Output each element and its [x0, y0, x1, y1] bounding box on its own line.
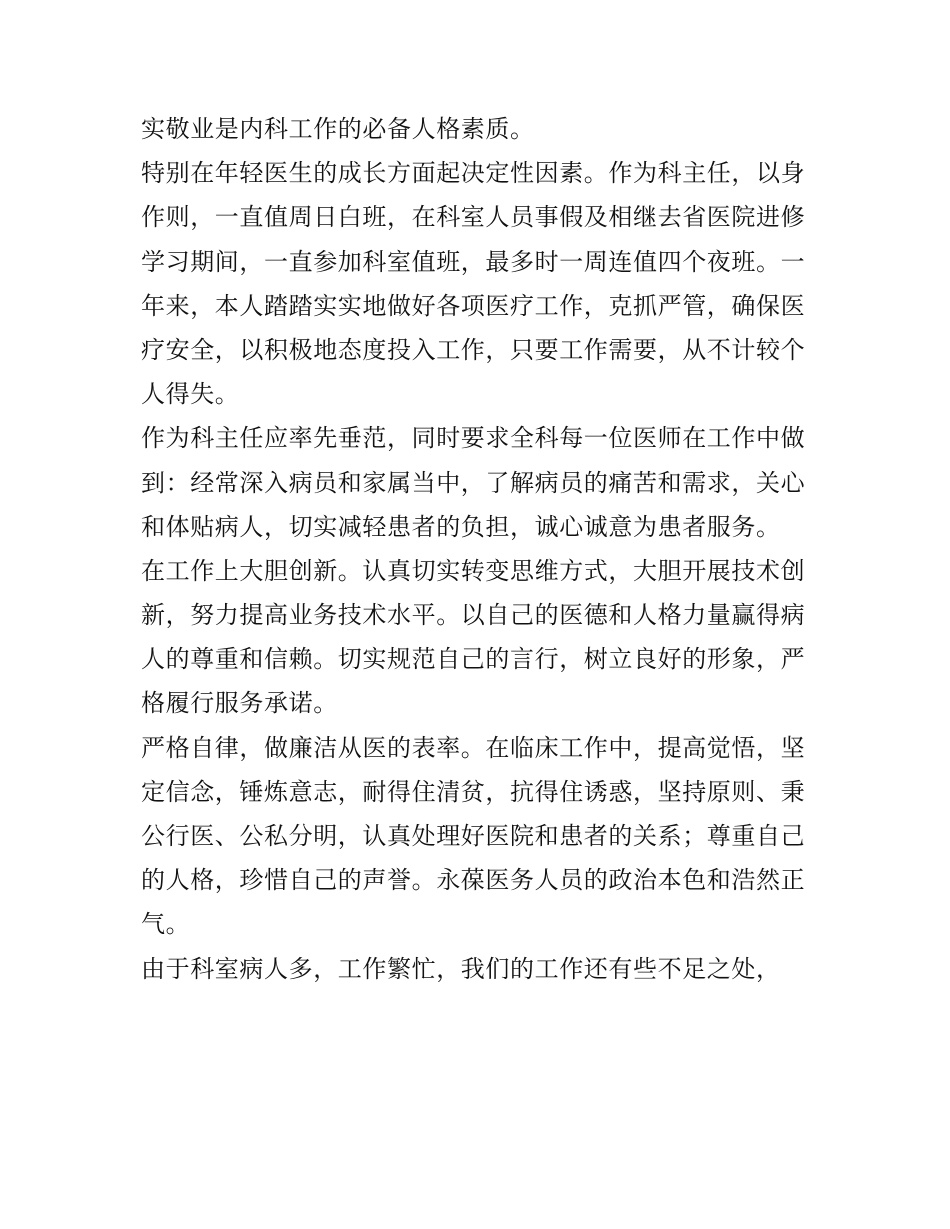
- text-line: 特别在年轻医生的成长方面起决定性因素。作为科主任，以身: [141, 159, 806, 188]
- text-line: 由于科室病人多，工作繁忙，我们的工作还有些不足之处，: [141, 954, 781, 983]
- text-line: 实敬业是内科工作的必备人格素质。: [141, 115, 535, 143]
- text-line: 人的尊重和信赖。切实规范自己的言行，树立良好的形象，严: [141, 645, 806, 674]
- text-line: 人得失。: [141, 380, 240, 409]
- document-body: [141, 107, 821, 991]
- text-line: 作为科主任应率先垂范，同时要求全科每一位医师在工作中做: [141, 424, 806, 453]
- text-line: 疗安全，以积极地态度投入工作，只要工作需要，从不计较个: [141, 335, 806, 364]
- text-line: 的人格，珍惜自己的声誉。永葆医务人员的政治本色和浩然正: [141, 866, 806, 895]
- text-line: 作则，一直值周日白班，在科室人员事假及相继去省医院进修: [141, 203, 806, 232]
- text-line: 年来，本人踏踏实实地做好各项医疗工作，克抓严管，确保医: [141, 291, 806, 320]
- text-line: 严格自律，做廉洁从医的表率。在临床工作中，提高觉悟，坚: [141, 733, 806, 762]
- text-line: 新，努力提高业务技术水平。以自己的医德和人格力量赢得病: [141, 601, 806, 630]
- text-line: 格履行服务承诺。: [141, 689, 338, 718]
- text-line: 气。: [141, 910, 191, 939]
- text-line: 在工作上大胆创新。认真切实转变思维方式，大胆开展技术创: [141, 556, 806, 585]
- text-line: 公行医、公私分明，认真处理好医院和患者的关系；尊重自己: [141, 822, 806, 850]
- text-line: 到：经常深入病员和家属当中，了解病员的痛苦和需求，关心: [141, 468, 806, 497]
- text-line: 学习期间，一直参加科室值班，最多时一周连值四个夜班。一: [141, 247, 806, 276]
- text-line: 定信念，锤炼意志，耐得住清贫，抗得住诱惑，坚持原则、秉: [141, 777, 806, 806]
- text-line: 和体贴病人，切实减轻患者的负担，诚心诚意为患者服务。: [141, 512, 781, 541]
